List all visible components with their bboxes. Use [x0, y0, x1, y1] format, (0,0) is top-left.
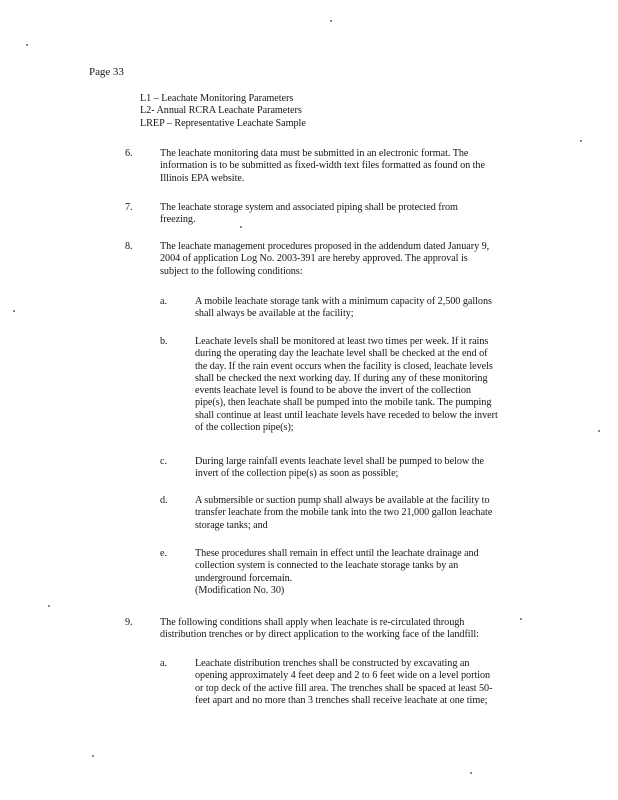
scan-speck	[48, 605, 50, 607]
legend-line: LREP – Representative Leachate Sample	[140, 117, 306, 129]
condition-6-text	[160, 148, 485, 185]
text-line: 2004 of application Log No. 2003-391 are hereby approved. The approval is	[160, 253, 468, 265]
text-line: A submersible or suction pump shall always be available at the facility to	[195, 495, 490, 506]
text-line: shall continue at least until leachate levels have receded to below the invert	[195, 409, 498, 421]
text-line: feet apart and no more than 3 trenches shall receive leachate at one time;	[195, 694, 488, 706]
item-8c-text	[195, 456, 484, 481]
text-line: A mobile leachate storage tank with a minimum capacity of 2,500 gallons	[195, 296, 492, 307]
text-line: opening approximately 4 feet deep and 2 to 6 feet wide on a level portion	[195, 670, 491, 682]
item-8d-text	[195, 495, 492, 532]
scan-speck	[13, 310, 15, 312]
condition-number: 9.	[125, 617, 133, 628]
item-8a-text	[195, 296, 492, 321]
text-line: Leachate levels shall be monitored at least two times per week. If it rains	[195, 336, 489, 347]
scan-speck	[580, 140, 582, 142]
item-8e-text	[195, 548, 479, 597]
text-line: The leachate management procedures proposed in the addendum dated January 9,	[160, 241, 490, 252]
sub-item-letter: c.	[160, 456, 167, 467]
legend-line: L1 – Leachate Monitoring Parameters	[140, 93, 294, 104]
text-line: subject to the following conditions:	[160, 265, 303, 277]
text-line: or top deck of the active fill area. The trenches shall be spaced at least 50-	[195, 682, 493, 694]
text-line: of the collection pipe(s);	[195, 422, 294, 434]
text-line: events leachate level is found to be above the invert of the collection	[195, 385, 471, 397]
text-line: freezing.	[160, 214, 196, 226]
text-line: invert of the collection pipe(s) as soon as possible;	[195, 468, 399, 480]
text-line: during the operating day the leachate level shall be checked at the end of	[195, 348, 488, 360]
scan-speck	[520, 618, 522, 620]
text-line: information is to be submitted as fixed-width text files formatted as found on the	[160, 160, 485, 172]
text-line: storage tanks; and	[195, 519, 268, 531]
condition-number: 7.	[125, 202, 133, 213]
item-8b-text	[195, 336, 498, 434]
item-9a-text	[195, 658, 492, 707]
text-line: collection system is connected to the leachate storage tanks by an	[195, 560, 459, 572]
condition-number: 6.	[125, 148, 133, 159]
text-line: distribution trenches or by direct application to the working face of the landfill:	[160, 629, 479, 641]
sub-item-letter: e.	[160, 548, 167, 559]
condition-7-text	[160, 202, 458, 227]
text-line: Leachate distribution trenches shall be constructed by excavating an	[195, 658, 470, 669]
scan-speck	[92, 755, 94, 757]
condition-9-text	[160, 617, 479, 642]
condition-8-text	[160, 241, 489, 278]
text-line: The leachate monitoring data must be submitted in an electronic format. The	[160, 148, 469, 159]
scan-speck	[330, 20, 332, 22]
text-line: During large rainfall events leachate level shall be pumped to below the	[195, 456, 484, 467]
sub-item-letter: b.	[160, 336, 168, 347]
text-line: These procedures shall remain in effect until the leachate drainage and	[195, 548, 479, 559]
text-line: shall be checked the next working day. If during any of these monitoring	[195, 372, 488, 384]
text-line: the day. If the rain event occurs when the facility is closed, leachate levels	[195, 360, 493, 372]
sub-item-letter: a.	[160, 658, 167, 669]
text-line: The leachate storage system and associated piping shall be protected from	[160, 202, 458, 213]
text-line: pipe(s), then leachate shall be pumped into the mobile tank. The pumping	[195, 397, 492, 409]
legend-line: L2- Annual RCRA Leachate Parameters	[140, 105, 302, 117]
scan-speck	[470, 772, 472, 774]
text-line: transfer leachate from the mobile tank into the two 21,000 gallon leachate	[195, 507, 493, 519]
page-number: Page 33	[89, 66, 124, 78]
sub-item-letter: d.	[160, 495, 168, 506]
text-line: (Modification No. 30)	[195, 584, 285, 596]
scan-speck	[26, 44, 28, 46]
text-line: Illinois EPA website.	[160, 172, 245, 184]
scan-speck	[598, 430, 600, 432]
scan-speck	[240, 226, 242, 228]
text-line: shall always be available at the facility;	[195, 308, 354, 320]
condition-number: 8.	[125, 241, 133, 252]
text-line: underground forcemain.	[195, 572, 293, 584]
sub-item-letter: a.	[160, 296, 167, 307]
text-line: The following conditions shall apply when leachate is re-circulated through	[160, 617, 465, 628]
parameter-legend	[140, 93, 306, 130]
